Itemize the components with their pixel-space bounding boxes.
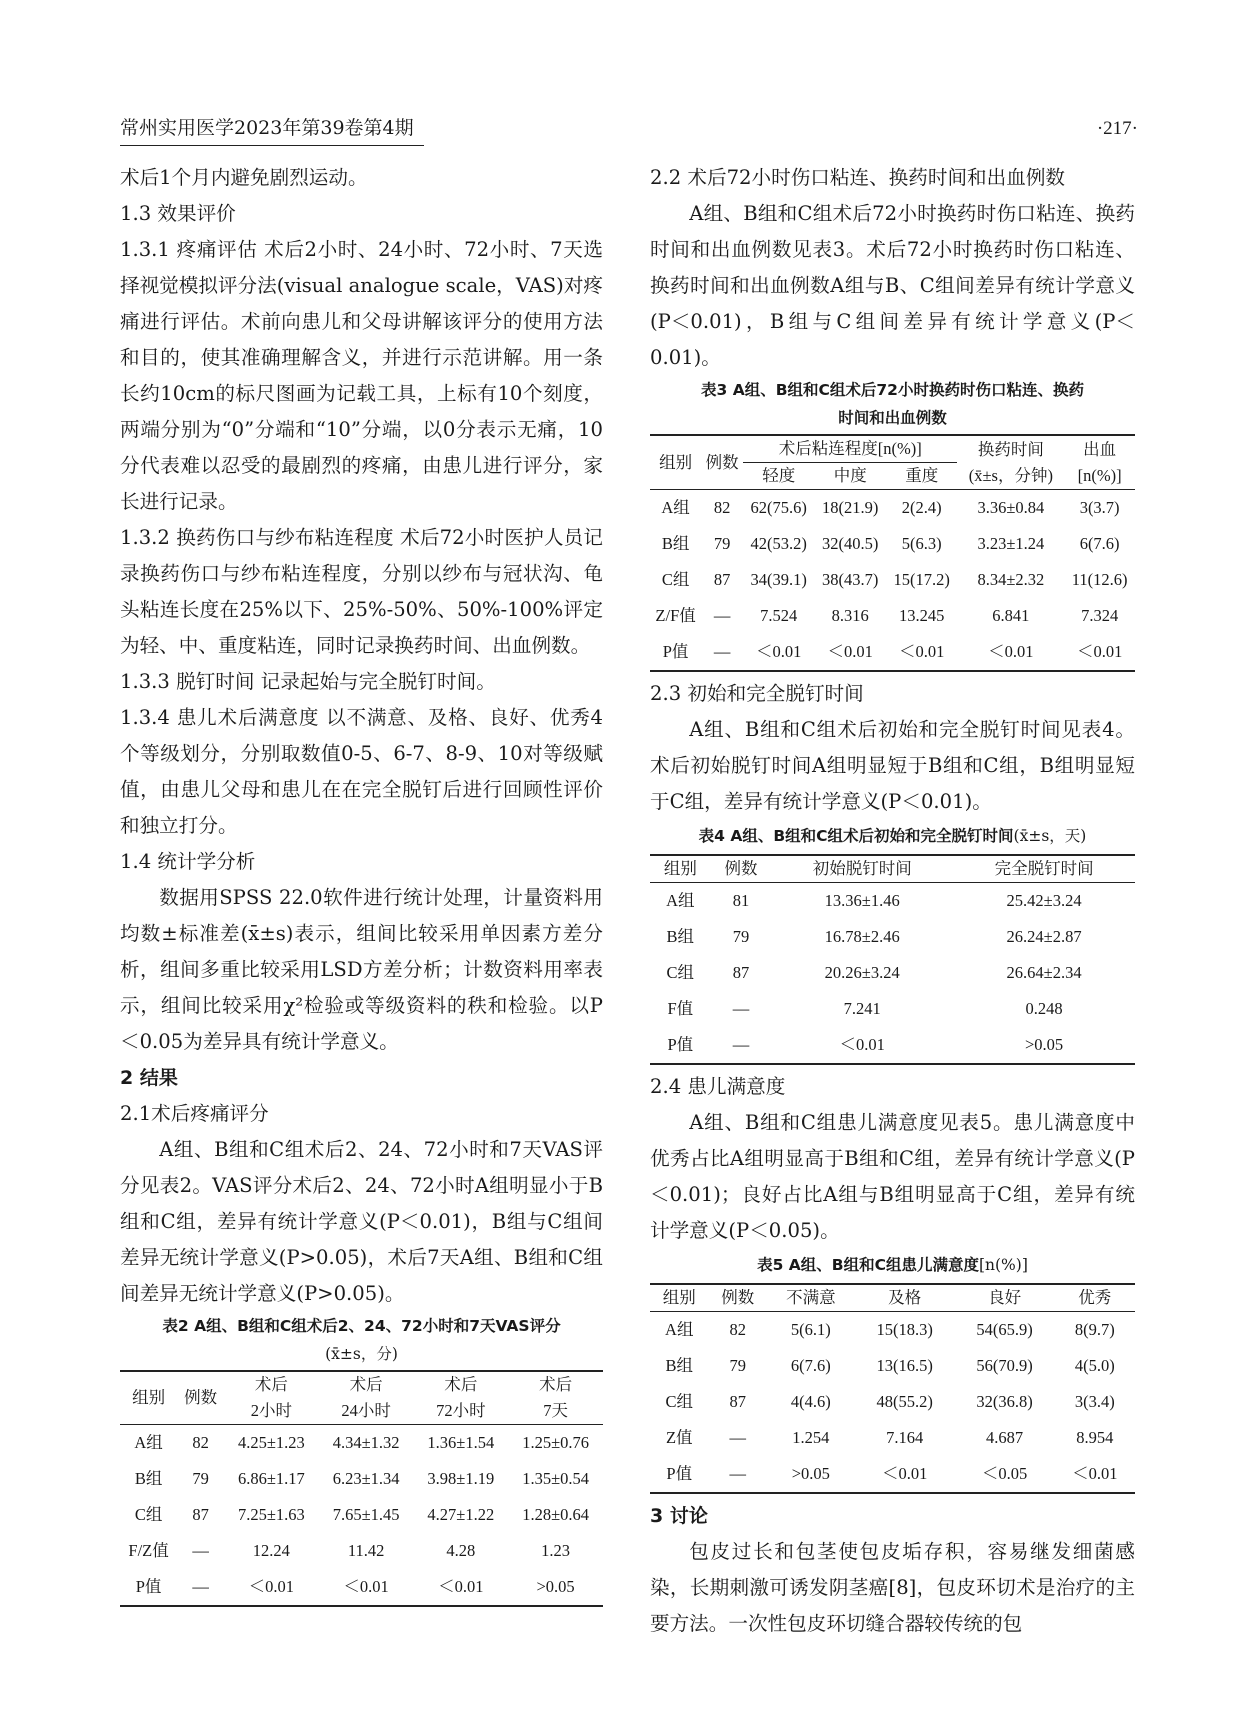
table-3 [650, 434, 1135, 672]
heading-2-2: 2.2 术后72小时伤口粘连、换药时间和出血例数 [650, 166, 1066, 189]
paragraph-1-4: 数据用SPSS 22.0软件进行统计处理，计量资料用均数±标准差(x̄±s)表示，组间比较采用单因素方差分析，组间多重比较采用LSD方差分析；计数资料用率表示，组间比较采用χ²检验或等级资料的秩和检验。以P＜0.05为差异具有统计学意义。 [120, 886, 603, 1053]
header-line: 术后 [349, 1375, 383, 1394]
table-cell: Z值 [665, 1428, 693, 1447]
table-row [650, 490, 1135, 527]
table-cell: A组 [650, 490, 701, 527]
table-cell: 6.23±1.34 [332, 1469, 400, 1488]
table-header-cell: 不满意 [767, 1284, 855, 1312]
table-cell: 56(70.9) [976, 1356, 1033, 1375]
table-row [650, 562, 1135, 598]
table-header-cell: 优秀 [1055, 1284, 1135, 1312]
table-cell: 12.24 [252, 1541, 290, 1560]
table-header-group: 术后粘连程度[n(%)] [743, 435, 957, 463]
table-cell: 79 [713, 534, 731, 553]
table-header-cell [957, 435, 1064, 490]
table-row [650, 526, 1135, 562]
table-cell: C组 [666, 963, 695, 982]
table-cell: — [177, 1569, 224, 1606]
table-cell: 5(6.1) [767, 1312, 855, 1349]
table-cell: 3(3.4) [1074, 1392, 1115, 1411]
table-cell: 7.25±1.63 [237, 1505, 305, 1524]
table-row [650, 1456, 1135, 1493]
header-line: 出血 [1083, 439, 1117, 459]
table-cell: 7.524 [760, 606, 798, 625]
table-header-cell: 中度 [833, 466, 867, 485]
table-cell: ＜0.01 [957, 634, 1064, 671]
table-cell: 87 [713, 570, 731, 589]
table4-caption [650, 822, 1135, 850]
table-cell: 8.316 [831, 606, 869, 625]
table-cell: — [713, 606, 731, 625]
table-cell: ＜0.01 [413, 1569, 508, 1606]
table-cell: 79 [732, 927, 750, 946]
table5-caption [650, 1251, 1135, 1279]
table-cell: A组 [650, 883, 711, 920]
table-cell: 34(39.1) [750, 570, 807, 589]
table-cell: 3.36±0.84 [957, 490, 1064, 527]
table-cell: 8.954 [1076, 1428, 1114, 1447]
table-cell: B组 [134, 1469, 163, 1488]
table3-caption-line2: 时间和出血例数 [838, 409, 947, 427]
table-cell: P值 [120, 1569, 177, 1606]
table-cell: 7.164 [886, 1428, 924, 1447]
table4-unit: (x̄±s，天) [1013, 827, 1087, 845]
table-cell: >0.05 [953, 1027, 1135, 1064]
header-rule [120, 145, 424, 146]
table-row [650, 1384, 1135, 1420]
paragraph-3: 包皮过长和包茎使包皮垢存积，容易继发细菌感染，长期刺激可诱发阴茎癌[8]，包皮环切术是治疗的主要方法。一次性包皮环切缝合器较传统的包 [650, 1540, 1135, 1635]
table-cell: — [711, 1027, 772, 1064]
table-cell: 25.42±3.24 [953, 883, 1135, 920]
table-header-cell: 例数 [701, 435, 743, 490]
table-cell: 87 [729, 1392, 746, 1411]
table-header-cell: 完全脱钉时间 [953, 855, 1135, 883]
header-line: 换药时间 [977, 439, 1044, 459]
table-header-cell: 及格 [855, 1284, 955, 1312]
table-cell: A组 [120, 1425, 177, 1462]
table-cell: 0.248 [1025, 999, 1063, 1018]
table-row [120, 1533, 603, 1569]
table-row [650, 955, 1135, 991]
table-cell: P值 [650, 1456, 708, 1493]
table-header-cell: 组别 [650, 435, 701, 490]
table-header-cell: 轻度 [762, 466, 796, 485]
table-row [650, 883, 1135, 920]
table-cell: 6(7.6) [1079, 534, 1120, 553]
table-cell: 20.26±3.24 [824, 963, 900, 982]
table-cell: 81 [711, 883, 772, 920]
table-header-cell: 组别 [650, 855, 711, 883]
table-cell: Z/F值 [655, 606, 696, 625]
table-cell: ＜0.05 [955, 1456, 1055, 1493]
table-cell: — [701, 634, 743, 671]
table-cell: 13.245 [899, 606, 945, 625]
table-cell: ＜0.01 [1064, 634, 1135, 671]
paragraph-intro: 术后1个月内避免剧烈运动。 [120, 166, 368, 189]
table-header-cell: 组别 [120, 1371, 177, 1425]
table-cell: ＜0.01 [855, 1456, 955, 1493]
table-cell: B组 [661, 534, 690, 553]
table-cell: 1.35±0.54 [522, 1469, 589, 1488]
table-cell: A组 [650, 1312, 708, 1349]
table-row [120, 1461, 603, 1497]
table-cell: 1.36±1.54 [413, 1425, 508, 1462]
table-row [650, 919, 1135, 955]
table-cell: 3.98±1.19 [427, 1469, 495, 1488]
table-cell: B组 [665, 1356, 693, 1375]
heading-1-4: 1.4 统计学分析 [120, 850, 256, 873]
table-cell: 42(53.2) [750, 534, 807, 553]
header-line: 术后 [254, 1375, 288, 1394]
table-cell: ＜0.01 [814, 634, 885, 671]
table-cell: 82 [708, 1312, 766, 1349]
running-header [120, 112, 1138, 146]
table-cell: 11.42 [347, 1541, 385, 1560]
table-header-cell [508, 1371, 603, 1425]
table-cell: 15(18.3) [855, 1312, 955, 1349]
table-cell: 15(17.2) [893, 570, 950, 589]
heading-2-1: 2.1术后疼痛评分 [120, 1102, 269, 1125]
table-cell: — [732, 999, 750, 1018]
table3-caption-line1: 表3 A组、B组和C组术后72小时换药时伤口粘连、换药 [701, 381, 1084, 399]
page-number: ·217· [1096, 118, 1138, 139]
table-row [650, 598, 1135, 634]
table-row [650, 1348, 1135, 1384]
table-4 [650, 854, 1135, 1065]
table-cell: P值 [650, 634, 701, 671]
table-cell: 16.78±2.46 [824, 927, 900, 946]
table-row [120, 1425, 603, 1462]
header-line: 72小时 [436, 1401, 486, 1420]
table-cell: — [708, 1456, 766, 1493]
table-5 [650, 1283, 1135, 1494]
table-cell: 54(65.9) [955, 1312, 1055, 1349]
table-cell: C组 [665, 1392, 693, 1411]
header-line: 术后 [444, 1375, 478, 1394]
table-cell: — [729, 1428, 746, 1447]
table-2 [120, 1370, 603, 1607]
table-cell: 4.687 [986, 1428, 1024, 1447]
header-line: [n(%)] [1077, 465, 1122, 485]
table-header-cell: 例数 [711, 855, 772, 883]
table-header-cell: 重度 [905, 466, 939, 485]
table-cell: 48(55.2) [876, 1392, 933, 1411]
paragraph-2-1: A组、B组和C组术后2、24、72小时和7天VAS评分见表2。VAS评分术后2、24、72小时A组明显小于B组和C组，差异有统计学意义(P＜0.01)，B组与C组间差异无统计学意义(P>0.05)，术后7天A组、B组和C组间差异无统计学意义(P>0.05)。 [120, 1138, 603, 1305]
table2-unit [120, 1340, 603, 1368]
table-row [650, 634, 1135, 671]
left-column [120, 160, 603, 1611]
table-cell: 87 [192, 1505, 209, 1524]
table-cell: 8(9.7) [1055, 1312, 1135, 1349]
paragraph-1-3-1: 1.3.1 疼痛评估 术后2小时、24小时、72小时、7天选择视觉模拟评分法(visual analogue scale，VAS)对疼痛进行评估。术前向患儿和父母讲解该评分的使用方法和目的，使其准确理解含义，并进行示范讲解。用一条长约10cm的标尺图画为记载工具，上标有10个刻度，两端分别为“0”分端和“10”分端，以0分表示无痛，10分代表难以忍受的最剧烈的疼痛，由患儿进行评分，家长进行记录。 [120, 238, 604, 513]
table-cell: F值 [667, 999, 694, 1018]
table-row [650, 991, 1135, 1027]
right-column [650, 160, 1135, 1642]
table-cell: 7.324 [1081, 606, 1119, 625]
table-cell: 82 [177, 1425, 224, 1462]
table-row [650, 1312, 1135, 1349]
table-cell: 7.241 [843, 999, 881, 1018]
heading-3: 3 讨论 [650, 1505, 708, 1527]
table-cell: 4(4.6) [790, 1392, 831, 1411]
table-cell: B组 [666, 927, 695, 946]
table-cell: 1.23 [541, 1541, 571, 1560]
table2-unit-text: (x̄±s，分) [325, 1345, 398, 1363]
header-line: 24小时 [341, 1401, 391, 1420]
table-header-cell [319, 1371, 414, 1425]
table-cell: — [192, 1541, 209, 1560]
table-header-cell [224, 1371, 319, 1425]
table-cell: 4.34±1.32 [319, 1425, 414, 1462]
table-row [120, 1569, 603, 1606]
table-cell: F/Z值 [128, 1541, 169, 1560]
table-cell: 6(7.6) [790, 1356, 831, 1375]
table-cell: 2(2.4) [886, 490, 957, 527]
paragraph-2-2: A组、B组和C组术后72小时换药时伤口粘连、换药时间和出血例数见表3。术后72小时换药时伤口粘连、换药时间和出血例数A组与B、C组间差异有统计学意义(P＜0.01)，B组与C组间差异有统计学意义(P＜0.01)。 [650, 202, 1135, 369]
table-row [120, 1497, 603, 1533]
table-cell: 26.64±2.34 [1006, 963, 1082, 982]
table-cell: 26.24±2.87 [1006, 927, 1082, 946]
paragraph-2-4: A组、B组和C组患儿满意度见表5。患儿满意度中优秀占比A组明显高于B组和C组，差异有统计学意义(P＜0.01)；良好占比A组与B组明显高于C组，差异有统计学意义(P＜0.05)。 [650, 1111, 1135, 1242]
table-cell: >0.05 [508, 1569, 603, 1606]
table-header-cell: 组别 [650, 1284, 708, 1312]
table-header-cell [1064, 435, 1135, 490]
table-cell: 79 [729, 1356, 746, 1375]
table-cell: 5(6.3) [901, 534, 942, 553]
header-line: 7天 [543, 1401, 568, 1420]
table-cell: ＜0.01 [743, 634, 814, 671]
table-cell: ＜0.01 [771, 1027, 953, 1064]
table-cell: ＜0.01 [319, 1569, 414, 1606]
table-cell: 13.36±1.46 [771, 883, 953, 920]
table5-unit: [n(%)] [978, 1256, 1028, 1274]
table-cell: 1.254 [792, 1428, 830, 1447]
paragraph-1-3-2: 1.3.2 换药伤口与纱布粘连程度 术后72小时医护人员记录换药伤口与纱布粘连程度，分别以纱布与冠状沟、龟头粘连长度在25%以下、25%-50%、50%-100%评定为轻、中、重度粘连，同时记录换药时间、出血例数。 [120, 526, 603, 657]
table5-caption-text: 表5 A组、B组和C组患儿满意度 [757, 1256, 979, 1274]
table-cell: ＜0.01 [1055, 1456, 1135, 1493]
table-cell: >0.05 [767, 1456, 855, 1493]
table-cell: 87 [732, 963, 750, 982]
table-cell: 1.25±0.76 [508, 1425, 603, 1462]
table-cell: 6.86±1.17 [237, 1469, 305, 1488]
table-header-cell: 良好 [955, 1284, 1055, 1312]
table-row [650, 1027, 1135, 1064]
table-cell: 3(3.7) [1064, 490, 1135, 527]
table-cell: 32(40.5) [822, 534, 879, 553]
table-cell: 13(16.5) [876, 1356, 933, 1375]
table-header-cell [413, 1371, 508, 1425]
journal-title: 常州实用医学2023年第39卷第4期 [120, 117, 414, 139]
table2-caption: 表2 A组、B组和C组术后2、24、72小时和7天VAS评分 [162, 1317, 561, 1335]
table-cell: 32(36.8) [976, 1392, 1033, 1411]
table-cell: ＜0.01 [886, 634, 957, 671]
heading-2: 2 结果 [120, 1067, 178, 1089]
paragraph-2-3: A组、B组和C组术后初始和完全脱钉时间见表4。术后初始脱钉时间A组明显短于B组和C组，B组明显短于C组，差异有统计学意义(P＜0.01)。 [650, 718, 1135, 813]
table-cell: 62(75.6) [743, 490, 814, 527]
header-line: (x̄±s，分钟) [968, 465, 1053, 485]
heading-1-3: 1.3 效果评价 [120, 202, 236, 225]
table-cell: 1.28±0.64 [522, 1505, 589, 1524]
header-line: 术后 [539, 1375, 573, 1394]
heading-2-4: 2.4 患儿满意度 [650, 1075, 786, 1098]
table4-caption-text: 表4 A组、B组和C组术后初始和完全脱钉时间 [698, 827, 1014, 845]
table-cell: 79 [192, 1469, 209, 1488]
table-cell: ＜0.01 [224, 1569, 319, 1606]
table-cell: 4.25±1.23 [224, 1425, 319, 1462]
table-cell: 6.841 [992, 606, 1030, 625]
table-cell: 7.65±1.45 [332, 1505, 400, 1524]
heading-2-3: 2.3 初始和完全脱钉时间 [650, 682, 864, 705]
table-cell: 38(43.7) [822, 570, 879, 589]
paragraph-1-3-4: 1.3.4 患儿术后满意度 以不满意、及格、良好、优秀4个等级划分，分别取数值0-5、6-7、8-9、10对等级赋值，由患儿父母和患儿在在完全脱钉后进行回顾性评价和独立打分。 [120, 706, 603, 837]
table-cell: 4(5.0) [1074, 1356, 1115, 1375]
table-cell: 8.34±2.32 [977, 570, 1045, 589]
table-row [650, 1420, 1135, 1456]
table-cell: 11(12.6) [1071, 570, 1128, 589]
paragraph-1-3-3: 1.3.3 脱钉时间 记录起始与完全脱钉时间。 [120, 670, 496, 693]
table-cell: 82 [701, 490, 743, 527]
table-cell: C组 [661, 570, 690, 589]
table-cell: 4.27±1.22 [427, 1505, 495, 1524]
table-cell: 3.23±1.24 [977, 534, 1045, 553]
table-cell: P值 [650, 1027, 711, 1064]
table-header-cell: 初始脱钉时间 [771, 855, 953, 883]
table-header-cell: 例数 [708, 1284, 766, 1312]
table-cell: 18(21.9) [814, 490, 885, 527]
table-cell: 4.28 [446, 1541, 476, 1560]
table-header-cell: 例数 [177, 1371, 224, 1425]
header-line: 2小时 [250, 1401, 292, 1420]
table-cell: C组 [134, 1505, 163, 1524]
